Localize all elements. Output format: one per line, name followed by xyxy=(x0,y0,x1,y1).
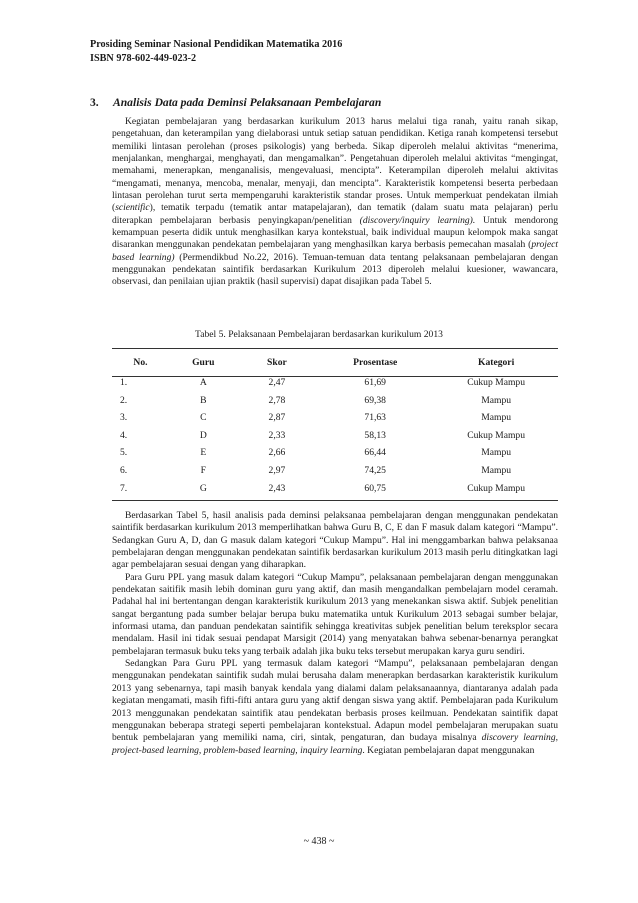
cell-kategori: Mampu xyxy=(481,464,512,476)
header-no: No. xyxy=(112,349,169,377)
cell-prosentase: 61,69 xyxy=(364,377,386,388)
cell-skor: 2,66 xyxy=(268,447,286,459)
isbn: ISBN 978-602-449-023-2 xyxy=(90,53,197,64)
discussion-text xyxy=(112,510,558,757)
section-heading xyxy=(90,96,381,109)
text-run: (Permendikbud No.22, 2016). Temuan-temuan data tentang pelaksanaan pembelajaran dengan menggunakan pendekatan saintifik berdasarkan Kurikulum 2013 diperoleh melalui kuesioner, wawancara, observasi, dan penilaian ujian praktik (hasil supervisi) dapat disajikan pada Tabel 5. xyxy=(112,251,558,288)
cell-guru: B xyxy=(200,394,207,406)
header-kategori: Kategori xyxy=(434,349,558,377)
proceedings-header xyxy=(90,38,342,66)
cell-no: 5. xyxy=(120,447,128,459)
cell-prosentase: 74,25 xyxy=(364,464,386,476)
paragraph: Berdasarkan Tabel 5, hasil analisis pada deminsi pelaksanaa pembelajaran dengan menggunakan pendekatan saintifik berdasarkan kurikulum 2013 memperlihatkan bahwa Guru B, C, E dan F masuk dalam kategori “Mampu”. Sedangkan Guru A, D, dan G masuk dalam kategori “Cukup Mampu”. Hal ini menggambarkan bahwa pelaksanaa pembelajaran dengan menggunakan pendekatan saintifik berdasarkan kurikulum 2013 masih perlu ditingkatkan lagi agar pembelajaran sesuai dengan yang diharapkan. xyxy=(112,510,558,571)
italic-run: discovery learning, project-based learning, problem-based learning, inquiry learning xyxy=(112,732,558,756)
table-row xyxy=(112,465,558,483)
section-title: Analisis Data pada Deminsi Pelaksanaan Pembelajaran xyxy=(113,96,382,109)
text-run: ), tematik terpadu (tematik antar matapelajaran), dan tematik (dalam suatu mata pelajaran) perlu diterapkan pembelajaran berbasis penyingkapan/penelitian xyxy=(112,202,558,226)
cell-kategori: Cukup Mampu xyxy=(467,429,526,441)
table-row xyxy=(112,377,558,395)
cell-skor: 2,87 xyxy=(268,412,286,424)
cell-guru: A xyxy=(199,377,207,388)
cell-skor: 2,43 xyxy=(238,483,316,501)
text-run: Sedangkan Para Guru PPL yang termasuk dalam kategori “Mampu”, pelaksanaan pembelajaran dengan menggunakan pendekatan saintifik sudah mulai berusaha dalam menerapkan berdasarkan karakteristik kurikulum 2013 yang sebenarnya, tapi masih banyak kendala yang dialami dalam pelaksanaannya, diantaranya adalah pada kegiatan mengamati, masih fifti-fifti antara guru yang aktif dengan siswa yang aktif. Pembelajaran pada Kurikulum 2013 menggunakan pendekatan saintifik atau pendekatan berbasis proses keilmuan. Pendekatan saintifik dapat menggunakan beberapa strategi seperti pembelajaran kontekstual. Adapun model pembelajaran merupakan suatu bentuk pembelajaran yang memiliki nama, ciri, sintak, pengaturan, dan budaya misalnya xyxy=(112,658,558,744)
header-guru: Guru xyxy=(169,349,238,377)
text-run: Untuk mendorong kemampuan peserta didik untuk menghasilkan karya kontekstual, baik individual maupun kelompok maka sangat disarankan menggunakan pendekatan pembelajaran yang menghasilkan karya berbasis pemecahan masalah ( xyxy=(112,214,558,251)
text-run: . Kegiatan pembelajaran dapat menggunakan xyxy=(362,744,535,756)
paragraph: Para Guru PPL yang masuk dalam kategori “Cukup Mampu”, pelaksanaan pembelajaran dengan menggunakan pendekatan saitifik masih lebih dominan guru yang aktif, dan masih mengandalkan pembelajarn model ceramah. Padahal hal ini bertentangan dengan karakteristik kurikulum 2013 yang menekankan siswa aktif. Subjek penelitian sangat bergantung pada sumber belajar berupa buku matematika untuk Kurikulum 2013 sebagai sumber belajar, informasi utama, dan panduan pendekatan saintifik sehingga kreativitas subjek penelitian belum tereksplor secara mendalam. Hasil ini tidak sesuai pendapat Marsigit (2014) yang menyatakan bahwa sebenar-benarnya perangkat pembelajaran termasuk buku teks yang terbaik adalah jika buku teks tersebut merupakan karya guru sendiri. xyxy=(112,571,558,657)
italic-run: (discovery/inquiry learning). xyxy=(359,214,476,226)
cell-kategori: Cukup Mampu xyxy=(434,483,558,501)
cell-kategori: Mampu xyxy=(481,412,512,424)
page-number: ~ 438 ~ xyxy=(303,836,335,847)
cell-no: 3. xyxy=(120,412,128,424)
cell-no: 1. xyxy=(120,377,128,388)
table-row xyxy=(112,447,558,465)
italic-run: scientific xyxy=(115,202,150,214)
text-run: Kegiatan pembelajaran yang berdasarkan kurikulum 2013 harus melalui tiga ranah, yaitu ranah sikap, pengetahuan, dan keterampilan yang dielaborasi untuk setiap satuan pendidikan. Ketiga ranah kompetensi tersebut memiliki lintasan perolehan (proses psikologis) yang berbeda. Sikap diperoleh melalui aktivitas “menerima, menjalankan, menghargai, menghayati, dan mengamalkan”. Pengetahuan diperoleh melalui aktivitas “mengingat, memahami, menerapkan, menganalisis, mengevaluasi, mencipta”. Keterampilan diperoleh melalui aktivitas “mengamati, menanya, mencoba, menalar, menyaji, dan mencipta”. Karakteristik kompetensi beserta perbedaan lintasan perolehan turut serta mempengaruhi karakteristik standar proses. Untuk memperkuat pendekatan ilmiah ( xyxy=(112,116,558,214)
table-row xyxy=(112,395,558,413)
cell-prosentase: 58,13 xyxy=(364,429,386,441)
cell-guru: C xyxy=(200,412,207,424)
cell-no: 2. xyxy=(120,394,128,406)
cell-prosentase: 69,38 xyxy=(364,394,386,406)
paragraph xyxy=(112,116,558,289)
header-prosentase: Prosentase xyxy=(316,349,434,377)
table-row xyxy=(112,430,558,448)
cell-skor: 2,33 xyxy=(268,429,286,441)
cell-kategori: Mampu xyxy=(481,447,512,459)
paragraph xyxy=(112,658,558,757)
cell-guru: E xyxy=(200,447,207,459)
cell-kategori: Cukup Mampu xyxy=(467,377,526,388)
cell-guru: F xyxy=(200,464,206,476)
results-table xyxy=(112,348,558,501)
proceedings-title: Prosiding Seminar Nasional Pendidikan Matematika 2016 xyxy=(90,39,343,50)
table-header-row xyxy=(112,349,558,377)
cell-prosentase: 71,63 xyxy=(364,412,386,424)
cell-prosentase: 60,75 xyxy=(316,483,434,501)
cell-no: 7. xyxy=(112,483,169,501)
cell-skor: 2,47 xyxy=(268,377,286,388)
section-number: 3. xyxy=(90,96,99,109)
paragraph-intro xyxy=(112,116,558,289)
cell-guru: D xyxy=(199,429,207,441)
header-skor: Skor xyxy=(238,349,316,377)
cell-guru: G xyxy=(169,483,238,501)
cell-skor: 2,78 xyxy=(268,394,286,406)
cell-skor: 2,97 xyxy=(268,464,286,476)
cell-no: 6. xyxy=(120,464,128,476)
table-caption: Tabel 5. Pelaksanaan Pembelajaran berdasarkan kurikulum 2013 xyxy=(195,329,443,340)
table-row xyxy=(112,483,558,501)
cell-prosentase: 66,44 xyxy=(364,447,386,459)
table-row xyxy=(112,412,558,430)
italic-run: project based learning) xyxy=(112,239,558,263)
cell-kategori: Mampu xyxy=(481,394,512,406)
cell-no: 4. xyxy=(120,429,128,441)
